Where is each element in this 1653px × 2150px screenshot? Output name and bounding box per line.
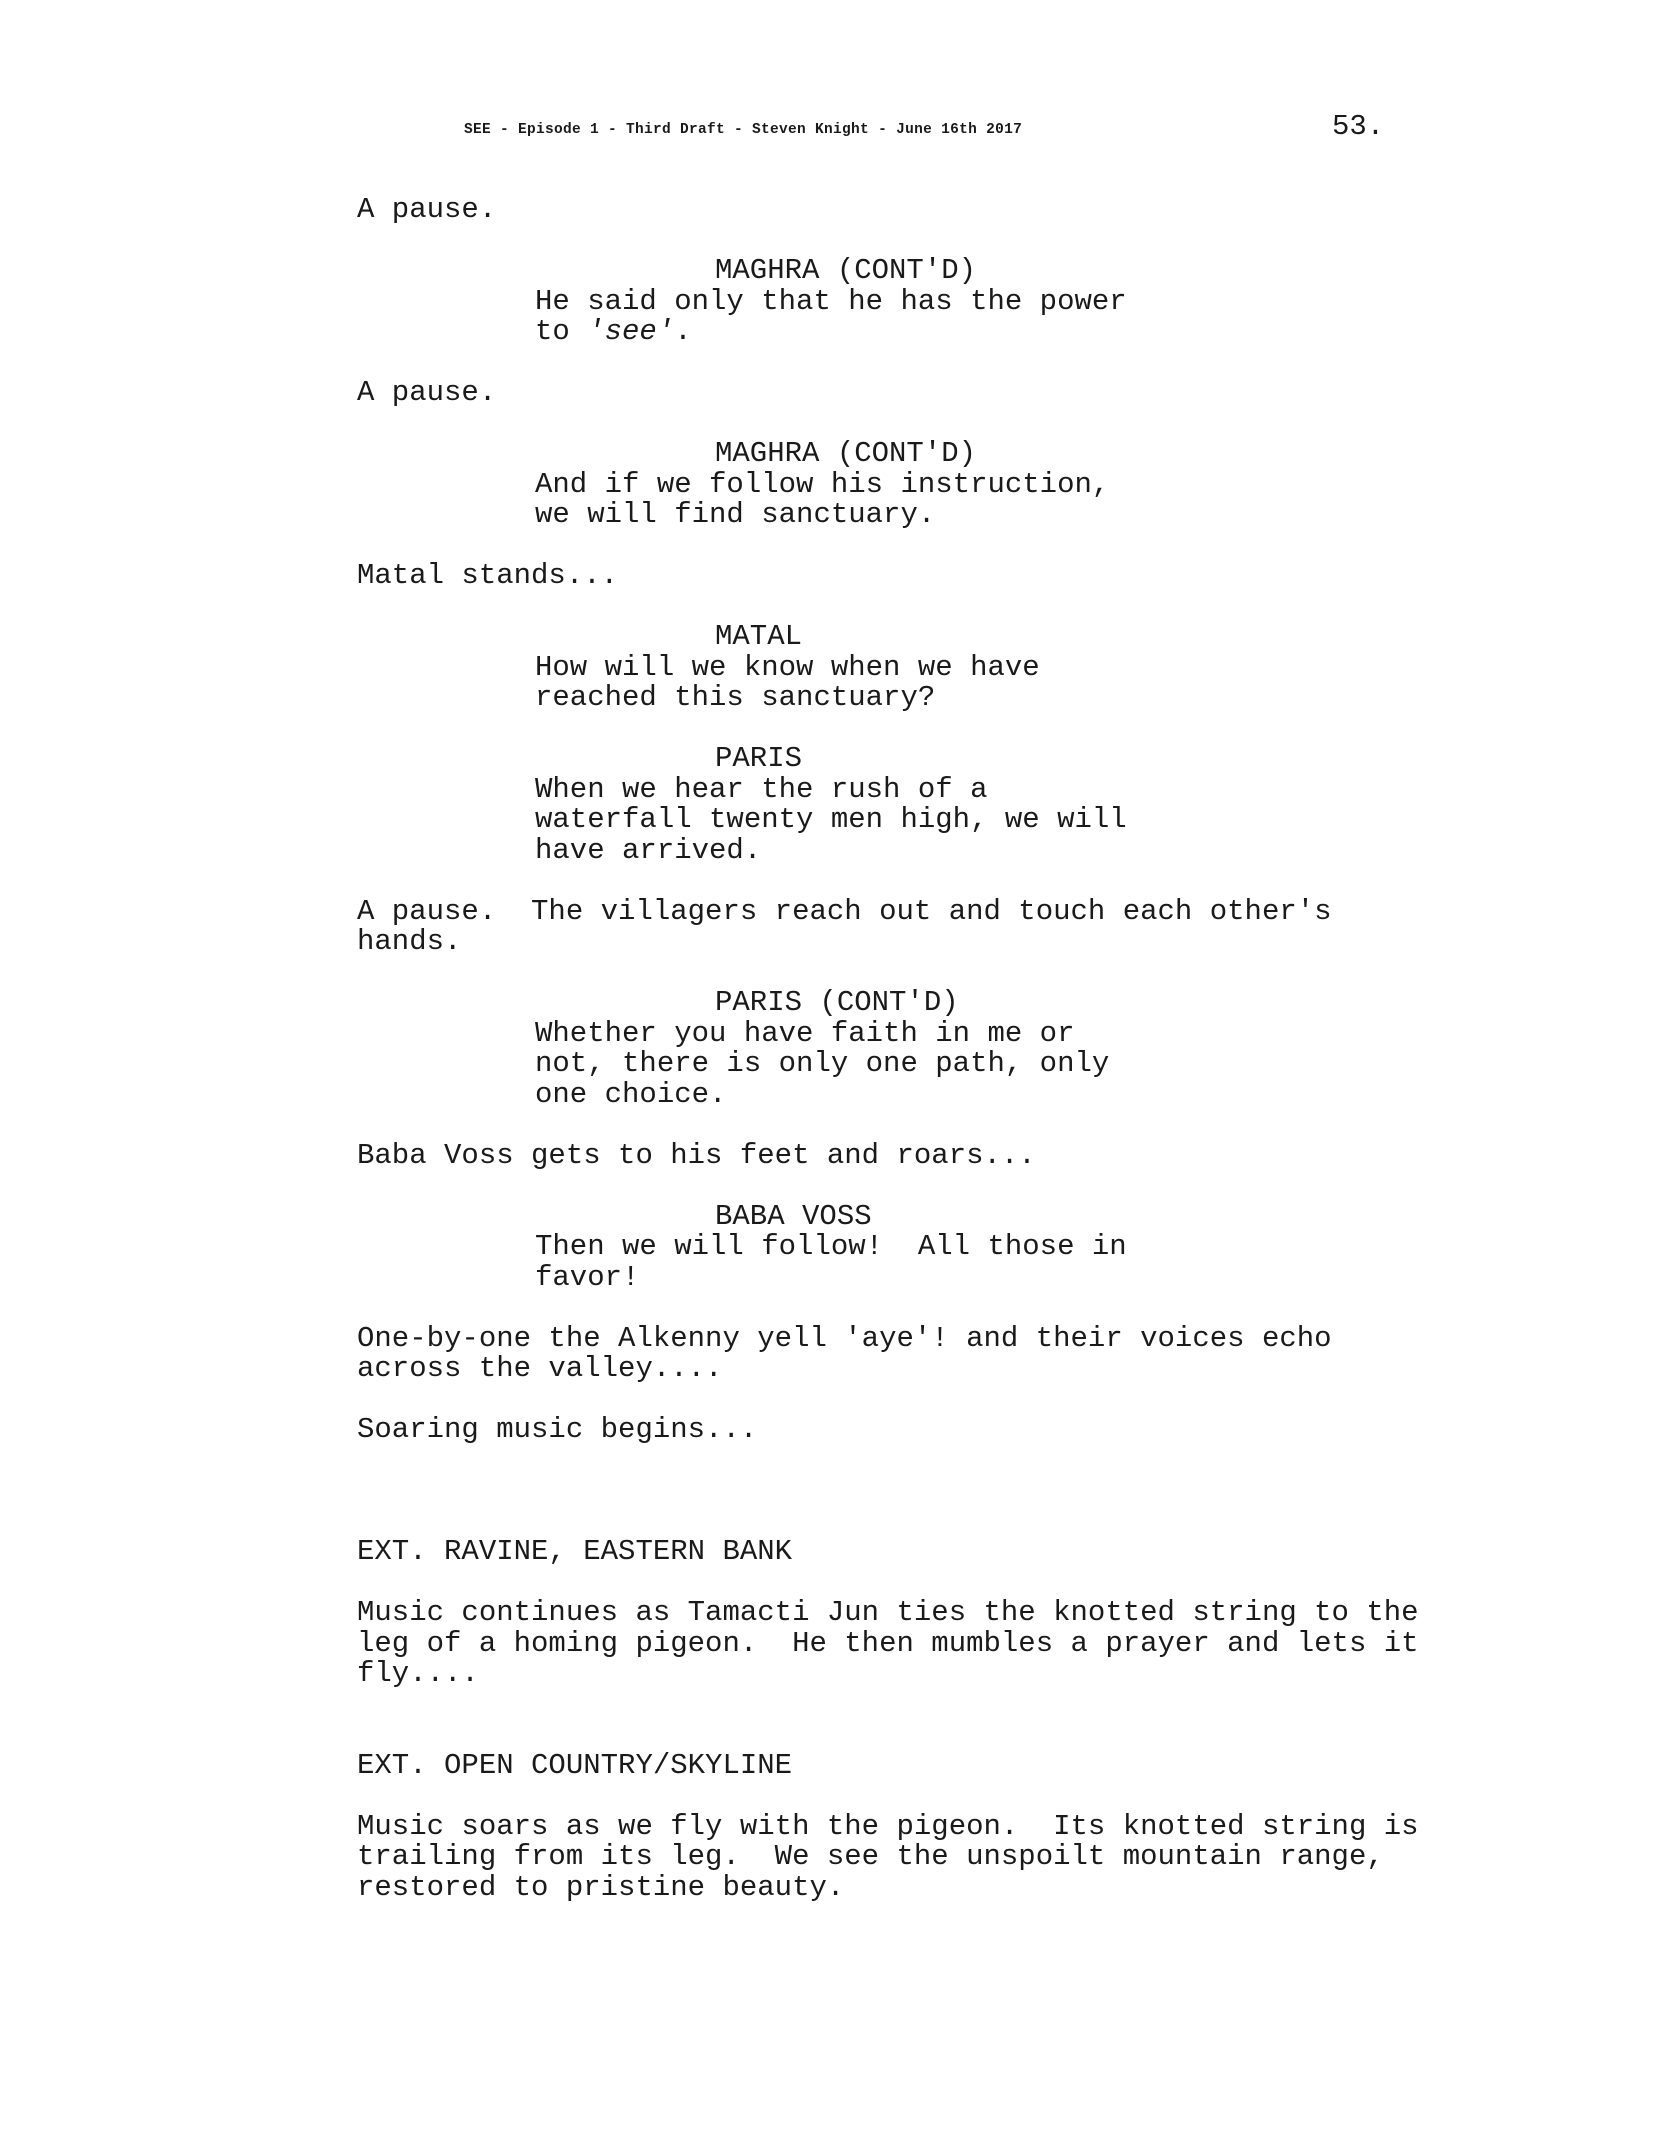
dialogue-block (357, 256, 1477, 348)
scene-heading: EXT. OPEN COUNTRY/SKYLINE (357, 1748, 793, 1782)
character-name: MAGHRA (CONT'D) (715, 254, 977, 287)
action-line: Soaring music begins... (357, 1413, 758, 1446)
dialogue-line: And if we follow his instruction, (535, 467, 1110, 501)
action-line: A pause. (357, 193, 497, 226)
action-line: restored to pristine beauty. (357, 1870, 845, 1904)
dialogue-line: not, there is only one path, only (535, 1047, 1110, 1080)
dialogue-line: Then we will follow! All those in (535, 1230, 1127, 1263)
dialogue-block (357, 1199, 1477, 1294)
character-name: MAGHRA (CONT'D) (715, 437, 977, 470)
dialogue-line: reached this sanctuary? (535, 681, 936, 714)
dialogue-block (357, 744, 1477, 866)
dialogue-block (357, 622, 1477, 714)
dialogue-line: Whether you have faith in me or (535, 1016, 1075, 1050)
action-line: Music soars as we fly with the pigeon. Its knotted string is (357, 1809, 1419, 1843)
dialogue-line: we will find sanctuary. (535, 498, 936, 531)
page-header: SEE - Episode 1 - Third Draft - Steven Knight - June 16th 2017 (464, 122, 1023, 138)
action-line: hands. (357, 925, 462, 958)
screenplay-body (357, 195, 1477, 1903)
action-line: Music continues as Tamacti Jun ties the knotted string to the (357, 1596, 1419, 1629)
dialogue-line: waterfall twenty men high, we will (535, 803, 1127, 836)
dialogue-line: How will we know when we have (535, 650, 1040, 684)
action-line: A pause. The villagers reach out and touch each other's (357, 894, 1332, 928)
dialogue-line: favor! (535, 1260, 640, 1294)
character-name: PARIS (715, 742, 803, 775)
dialogue-line: one choice. (535, 1077, 727, 1111)
dialogue-line: When we hear the rush of a (535, 772, 988, 806)
action-line: One-by-one the Alkenny yell 'aye'! and their voices echo (357, 1321, 1332, 1355)
action-line: fly.... (357, 1657, 479, 1690)
action-line: trailing from its leg. We see the unspoilt mountain range, (357, 1840, 1384, 1873)
character-name: PARIS (CONT'D) (715, 986, 959, 1019)
action-line: leg of a homing pigeon. He then mumbles a prayer and lets it (357, 1626, 1419, 1660)
emphasis-text: 'see' (587, 315, 675, 348)
scene-heading: EXT. RAVINE, EASTERN BANK (357, 1535, 793, 1568)
dialogue-line: He said only that he has the power (535, 284, 1127, 318)
dialogue-block (357, 439, 1477, 531)
dialogue-line: to 'see'. (535, 315, 692, 348)
action-line: across the valley.... (357, 1352, 723, 1385)
dialogue-block (357, 988, 1477, 1110)
action-line: Matal stands... (357, 559, 619, 592)
character-name: BABA VOSS (715, 1199, 872, 1233)
character-name: MATAL (715, 620, 803, 653)
page-number: 53. (1332, 110, 1385, 143)
action-line: A pause. (357, 376, 497, 409)
dialogue-line: have arrived. (535, 833, 762, 867)
action-line: Baba Voss gets to his feet and roars... (357, 1138, 1036, 1172)
